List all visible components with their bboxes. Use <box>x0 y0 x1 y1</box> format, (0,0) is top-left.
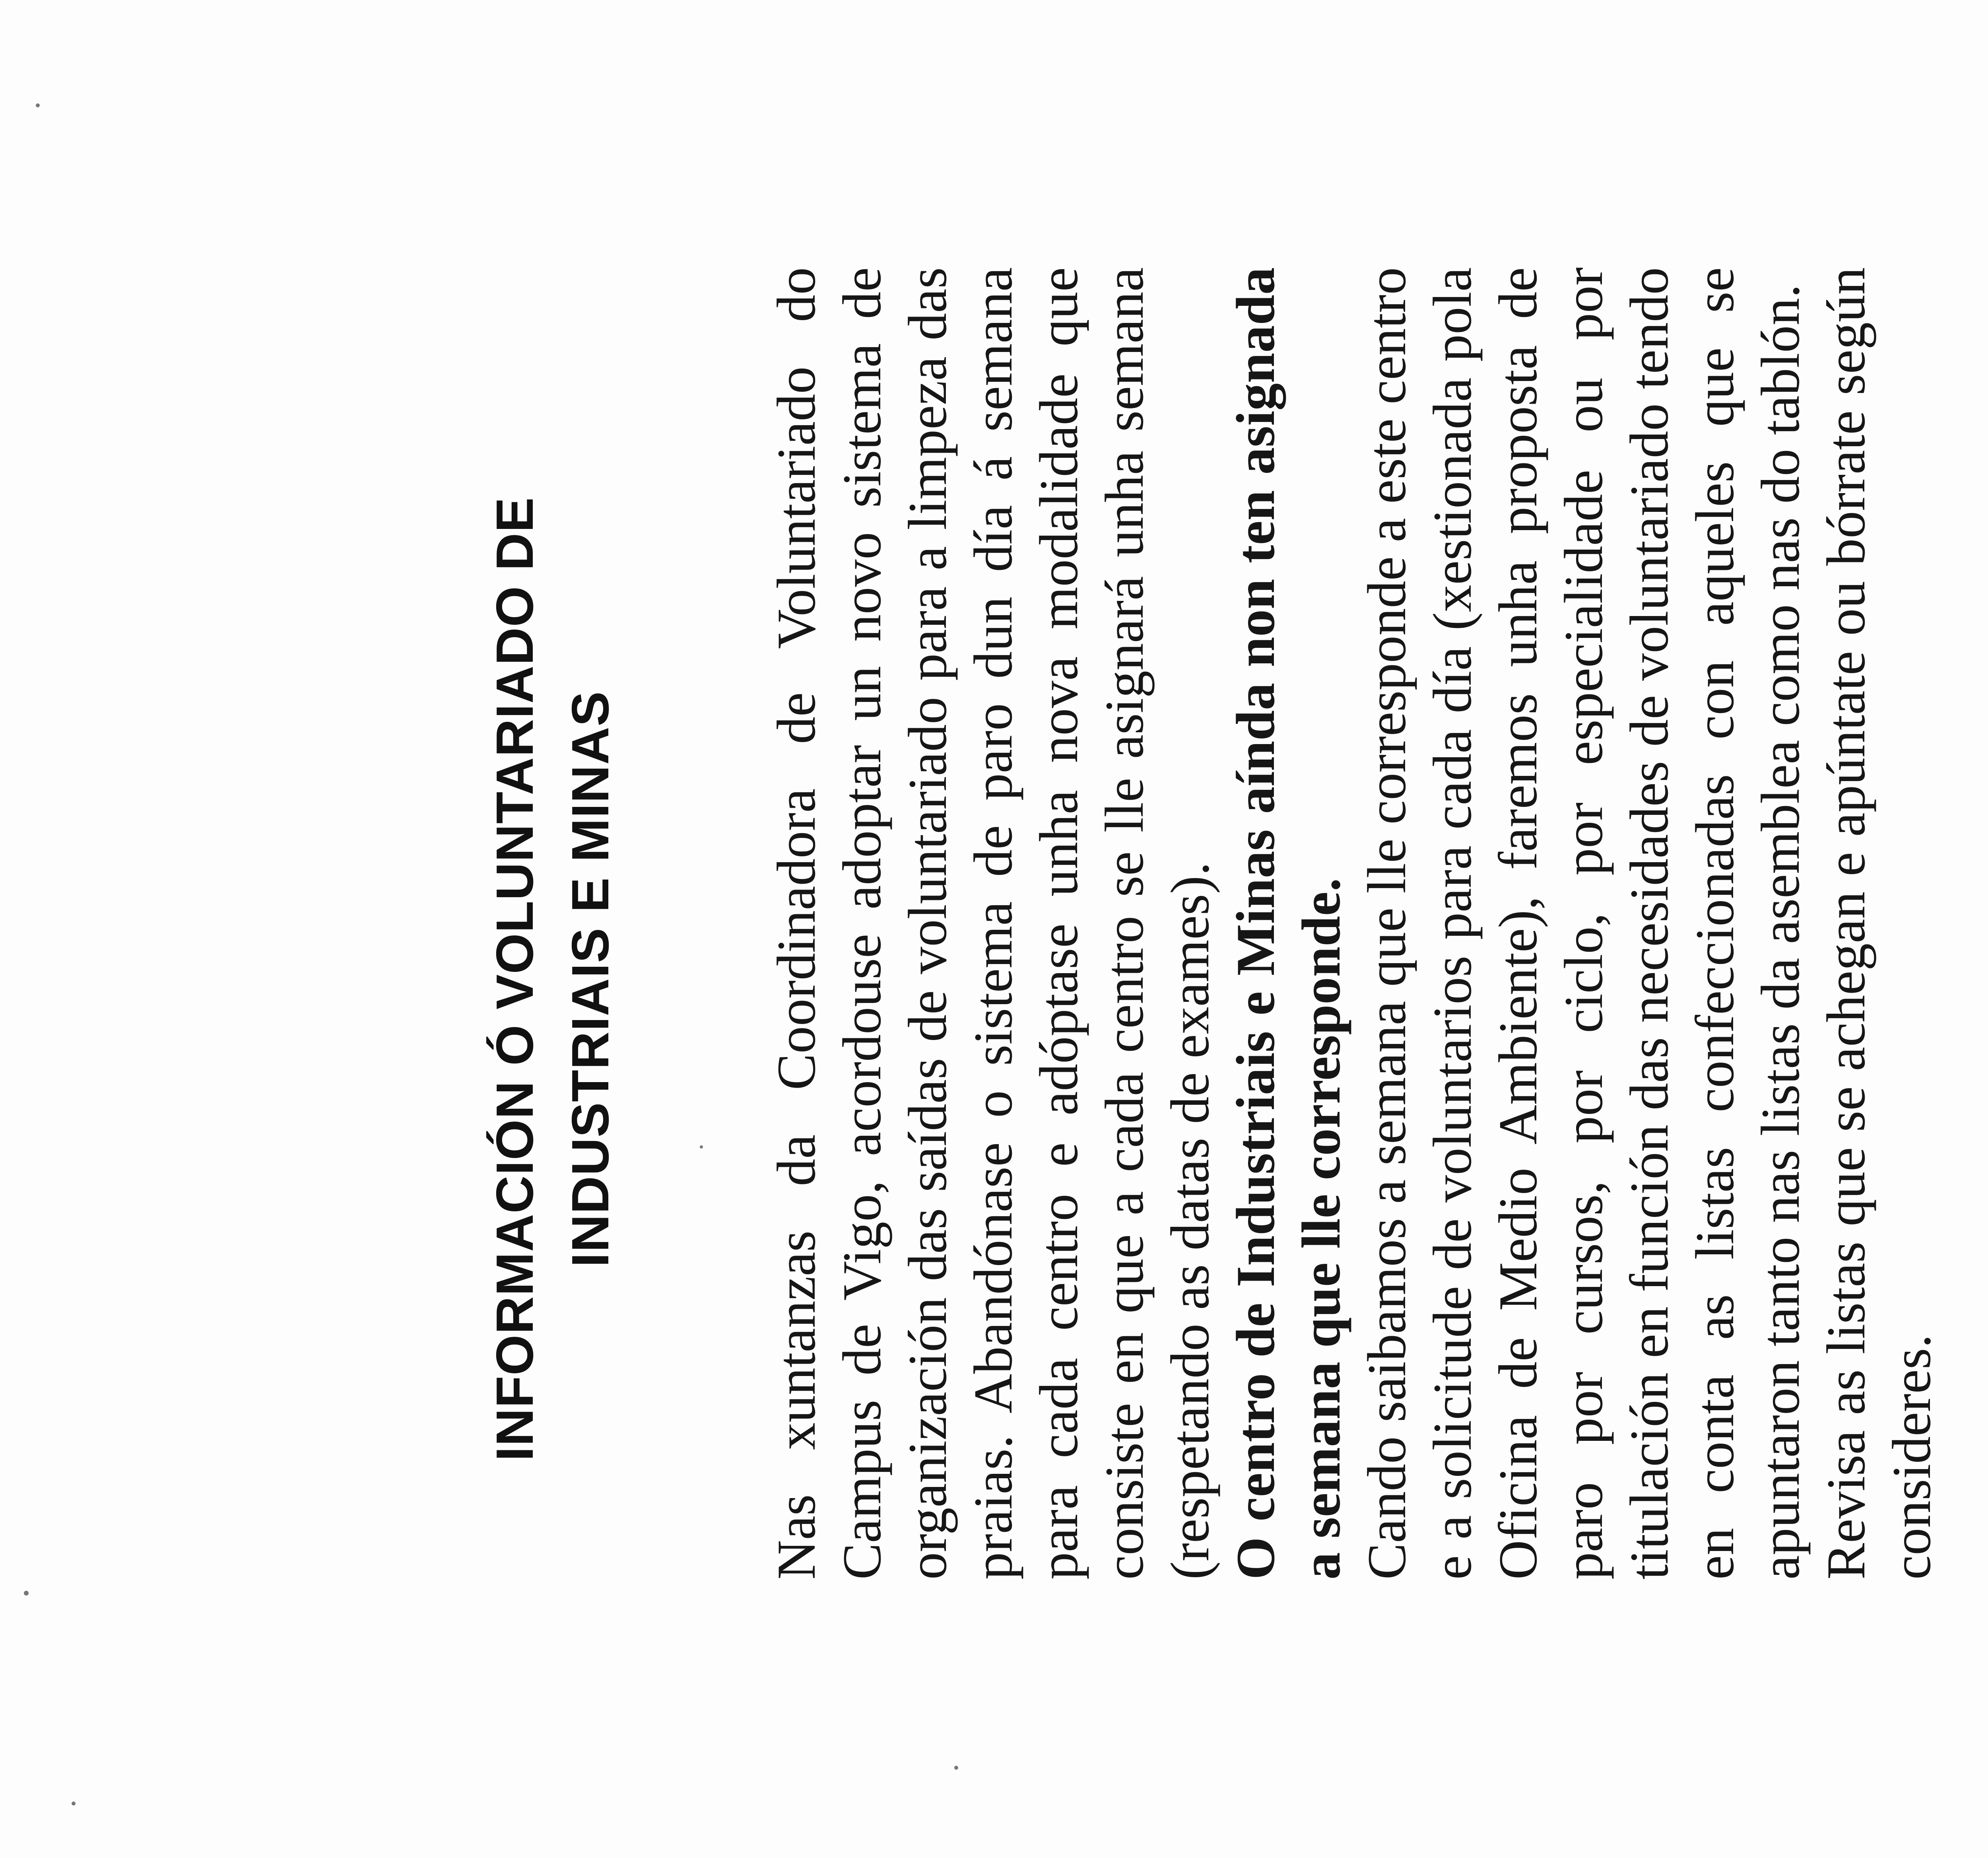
scan-speck <box>72 1802 76 1806</box>
scan-speck <box>954 1766 958 1770</box>
paragraph-review: Revisa as listas que se achegan e apúntate ou bórrate según consideres. <box>1815 267 1942 1580</box>
document-body <box>763 267 1944 1580</box>
scan-speck <box>24 1591 29 1596</box>
paragraph-intro: Nas xuntanzas da Coordinadora de Voluntariado do Campus de Vigo, acordouse adoptar un novo sistema de organización das saídas de voluntariado para a limpeza das praias. Abandónase o sistema de paro dun día á semana para cada centro e adóptase unha nova modalidade que consiste en que a cada centro se lle asignará unha semana (respetando as datas de exames). <box>766 267 1220 1580</box>
document-title: INFORMACIÓN Ó VOLUNTARIADO DE INDUSTRIAIS E MINAS <box>485 497 619 1462</box>
notice-heading: O centro de Industriais e Minas aínda non ten asignada a semana que lle corresponde. <box>1225 267 1351 1580</box>
scan-speck <box>700 1145 703 1149</box>
paragraph-proposal: Cando saibamos a semana que lle corresponde a este centro e a solicitude de voluntarios para cada día (xestionada pola Oficina de Medio Ambiente), faremos unha proposta de paro por cursos, por ciclo, por especialidade ou por titulación en función das necesidades de voluntariado tendo en conta as listas confeccionadas con aqueles que se apuntaron tanto nas listas da asemblea como nas do tablón. <box>1356 267 1811 1580</box>
scan-speck <box>36 103 40 107</box>
